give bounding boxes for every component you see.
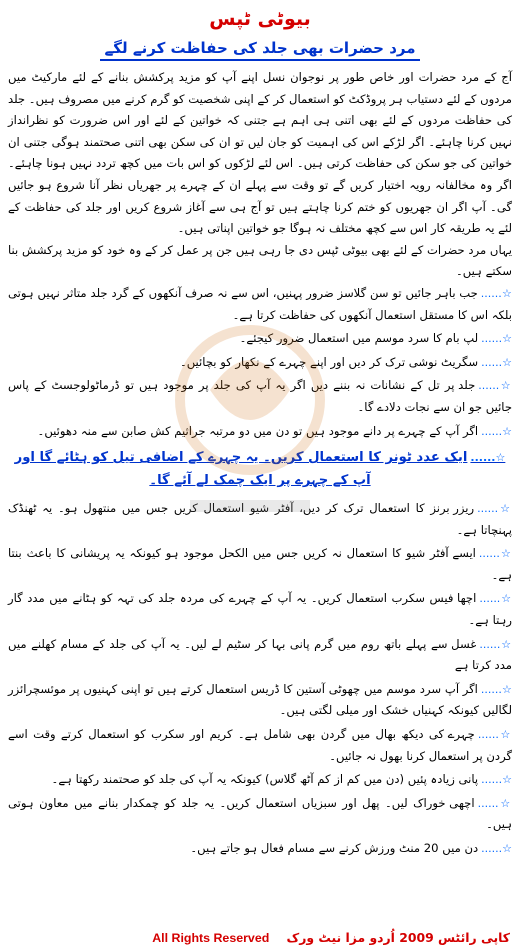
star-bullet-icon: ☆...... (477, 502, 512, 516)
list-item (8, 498, 512, 541)
tip-text: جب باہر جائیں تو سن گلاسز ضرور پہنیں، اس سے نہ صرف آنکھوں کے گرد جلد متاثر نہیں ہوتی بلکہ اس کا مستقل استعمال آنکھوں کی حفاظت کرتا ہے۔ (8, 285, 512, 322)
star-bullet-icon: ☆...... (477, 728, 512, 742)
list-item (8, 352, 512, 374)
callout-text: ایک عدد ٹونر کا استعمال کریں۔ یہ چہرے کے اضافی تیل کو ہٹائے گا اور آپ کے چہرے پر ایک چمک لے آئے گا۔ (14, 450, 468, 489)
tip-text: ریزر برنز کا استعمال ترک کر دیں، آفٹر شیو استعمال کریں جس میں منتھول ہو۔ یہ ٹھنڈک پہنچاتا ہے۔ (8, 501, 512, 537)
list-item (8, 283, 512, 326)
list-item (8, 793, 512, 836)
tip-text: جلد پر تل کے نشانات نہ بننے دیں اگر یہ آپ کی جلد پر موجود ہیں تو ڈرماٹولوجسٹ کے پاس جائیں جو ان سے نجات دلادے گا۔ (8, 378, 512, 414)
list-item (8, 421, 512, 443)
star-bullet-icon: ☆...... (480, 286, 513, 300)
list-item (8, 724, 512, 767)
page-subtitle: مرد حضرات بھی جلد کی حفاظت کرنے لگے (100, 39, 419, 61)
toner-callout (8, 446, 512, 492)
list-item (8, 543, 512, 586)
tips-list-a (8, 283, 512, 442)
list-item (8, 588, 512, 631)
list-item (8, 634, 512, 677)
tip-text: ایسے آفٹر شیو کا استعمال نہ کریں جس میں الکحل موجود ہو کیونکہ یہ پریشانی کا باعث بنتا ہے۔ (8, 546, 512, 582)
star-bullet-icon: ☆...... (481, 355, 512, 369)
tip-text: پانی زیادہ پئیں (دن میں کم از کم آٹھ گلاس) کیونکہ یہ آپ کی جلد کو صحتمند رکھتا ہے۔ (51, 772, 479, 787)
tip-text: اگر آپ کے چہرے پر دانے موجود ہیں تو دن میں دو مرتبہ جراثیم کش صابن سے منہ دھوئیں۔ (37, 423, 479, 438)
all-rights-reserved: All Rights Reserved (152, 931, 270, 945)
list-item (8, 838, 512, 860)
star-bullet-icon: ☆...... (481, 332, 512, 346)
intro-paragraph: آج کے مرد حضرات اور خاص طور پر نوجوان نسل اپنے آپ کو مزید پرکشش بنانے کے لئے مارکیٹ میں مردوں کے لئے دستیاب ہر پروڈکٹ کو استعمال کر کے اپنی شخصیت کو گرم کرنے میں مصروف ہیں۔ جلد کی حفاظت مردوں کے لئے بھی اتنی ہی اہم ہے جتنی کہ خواتین کے لئے اور اس ضرورت کو نظرانداز نہیں کرنا چاہئے۔ اگر لڑکے اس کی اہمیت کو جان لیں تو ان کی سکن بھی اتنی صحتمند ہوگی جتنی ان خواتین کی جو سکن کی حفاظت کرتی ہیں۔ اس لئے لڑکوں کو اس بات میں کچھ تردد نہیں ہونا چاہئے۔ اگر وہ مخالفانہ رویہ اختیار کریں گے تو وقت سے پہلے ان کے چہرے پر جھریاں نظر آنا شروع ہو جائیں گی۔ آپ اگر ان جھریوں کو ختم کرنا چاہتے ہیں تو آج ہی سے آغاز شروع کریں اور جلد کی حفاظت کے لئے یہ طریقہ کار اس سے کچھ مختلف نہ ہوگا جو خواتین اپناتی ہیں۔ (8, 70, 512, 236)
list-item (8, 375, 512, 418)
list-item (8, 328, 512, 350)
star-bullet-icon: ☆...... (481, 773, 512, 787)
tip-text: اچھا فیس سکرب استعمال کریں۔ یہ آپ کے چہرے کی مردہ جلد کی تہہ کو ہٹانے میں مدد گار رہتا ہے۔ (8, 591, 512, 628)
tip-text: سگریٹ نوشی ترک کر دیں اور اپنے چہرے کے نکھار کو بچائیں۔ (179, 354, 479, 369)
copyright-urdu: کاپی رائٹس 2009 اُردو مزا نیٹ ورک (286, 930, 510, 945)
list-item (8, 679, 512, 722)
subtitle-wrap (8, 38, 512, 61)
star-bullet-icon: ☆...... (479, 637, 513, 651)
star-bullet-icon: ☆...... (479, 592, 513, 606)
tip-text: اچھی خوراک لیں۔ پھل اور سبزیاں استعمال کریں۔ یہ جلد کو چمکدار بنانے میں معاون ہوتی ہیں۔ (8, 795, 512, 832)
tips-list-b (8, 498, 512, 860)
copyright-footer (152, 930, 510, 945)
star-bullet-icon: ☆...... (478, 379, 512, 393)
tip-text: چہرے کی دیکھ بھال میں گردن بھی شامل ہے۔ کریم اور سکرب کو استعمال کرتے وقت اسے گردن پر استعمال کرنا بھول نہ جائیں۔ (8, 727, 512, 763)
page-title: بیوٹی ٹپس (209, 8, 311, 30)
list-item (8, 769, 512, 791)
star-bullet-icon: ☆...... (481, 842, 512, 855)
star-bullet-icon: ☆...... (480, 682, 512, 696)
tip-text: لپ بام کا سرد موسم میں استعمال ضرور کیجئے۔ (239, 331, 479, 346)
tip-text: اگر آپ سرد موسم میں چھوٹی آستین کا ڈریس استعمال کرتے ہیں تو اپنی کہنیوں پر موئسچرائزر لگالیں کیونکہ کہنیاں خشک اور میلی لگتی ہیں۔ (8, 681, 512, 718)
star-bullet-icon: ☆...... (477, 796, 512, 810)
star-bullet-icon: ☆...... (481, 424, 512, 438)
tip-text: دن میں 20 منٹ ورزش کرنے سے مسام فعال ہو جاتے ہیں۔ (190, 841, 479, 855)
intro-lead: یہاں مرد حضرات کے لئے بھی بیوٹی ٹپس دی جا رہی ہیں جن پر عمل کر کے وہ خود کو مزید پرکشش بنا سکتے ہیں۔ (8, 242, 512, 279)
tip-text: غسل سے پہلے باتھ روم میں گرم پانی بہا کر سٹیم لے لیں۔ یہ آپ کی جلد کے مسام کھلنے میں مدد کرتا ہے (8, 636, 512, 673)
star-bullet-icon: ☆...... (470, 451, 506, 465)
star-bullet-icon: ☆...... (478, 547, 512, 561)
